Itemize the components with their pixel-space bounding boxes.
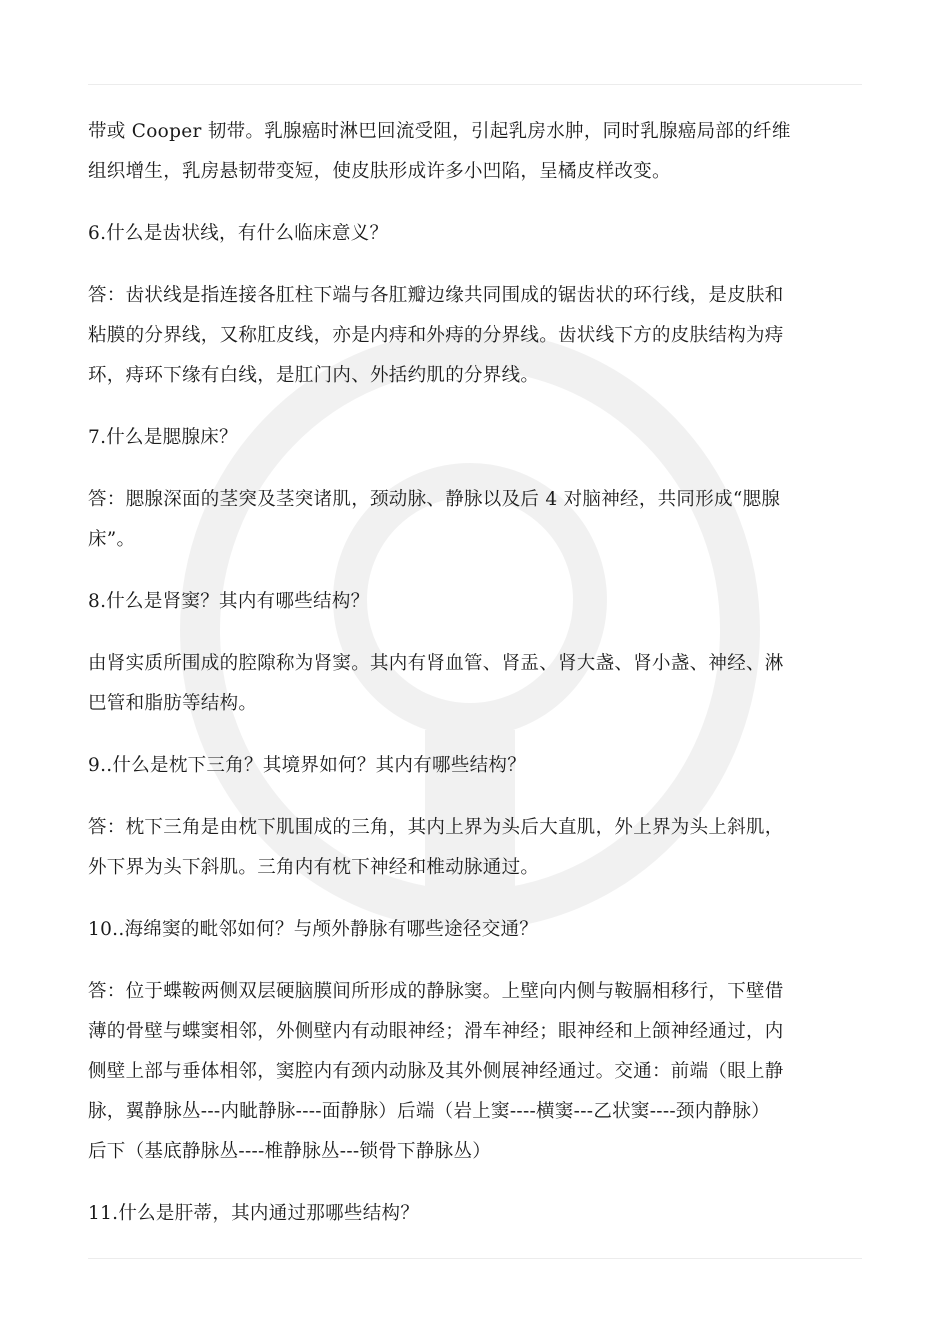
question-9: 9..什么是枕下三角？其境界如何？其内有哪些结构？ (88, 755, 527, 776)
answer-7 (88, 480, 868, 560)
paragraph-cooper-ligament (88, 112, 868, 192)
answer-8 (88, 644, 868, 724)
text-line: 外下界为头下斜肌。三角内有枕下神经和椎动脉通过。 (88, 857, 540, 878)
question-7: 7.什么是腮腺床？ (88, 427, 238, 448)
text-line: 薄的骨壁与蝶窦相邻，外侧壁内有动眼神经；滑车神经；眼神经和上颌神经通过，内 (88, 1021, 784, 1042)
question-8: 8.什么是肾窦？其内有哪些结构？ (88, 591, 370, 612)
header-divider (88, 84, 862, 85)
answer-9 (88, 808, 868, 888)
question-11: 11.什么是肝蒂，其内通过那哪些结构？ (88, 1203, 420, 1224)
document-body (88, 112, 868, 1256)
text-line: 床”。 (88, 529, 136, 550)
text-line: 由肾实质所围成的腔隙称为肾窦。其内有肾血管、肾盂、肾大盏、肾小盏、神经、淋 (88, 653, 784, 674)
text-line: 带或 Cooper 韧带。乳腺癌时淋巴回流受阻，引起乳房水肿，同时乳腺癌局部的纤维 (88, 121, 791, 142)
question-10: 10..海绵窦的毗邻如何？与颅外静脉有哪些途径交通？ (88, 919, 539, 940)
text-line: 答：腮腺深面的茎突及茎突诸肌，颈动脉、静脉以及后 4 对脑神经，共同形成“腮腺 (88, 489, 781, 510)
text-line: 脉，翼静脉丛---内眦静脉----面静脉）后端（岩上窦----横窦---乙状窦----颈内静脉） (88, 1101, 770, 1122)
text-line: 巴管和脂肪等结构。 (88, 693, 258, 714)
answer-6 (88, 276, 868, 396)
text-line: 组织增生，乳房悬韧带变短，使皮肤形成许多小凹陷，呈橘皮样改变。 (88, 161, 671, 182)
footer-divider (88, 1258, 862, 1259)
text-line: 答：位于蝶鞍两侧双层硬脑膜间所形成的静脉窦。上壁向内侧与鞍膈相移行，下壁借 (88, 981, 784, 1002)
text-line: 后下（基底静脉丛----椎静脉丛---锁骨下静脉丛） (88, 1141, 492, 1162)
text-line: 环，痔环下缘有白线，是肛门内、外括约肌的分界线。 (88, 365, 540, 386)
text-line: 答：齿状线是指连接各肛柱下端与各肛瓣边缘共同围成的锯齿状的环行线，是皮肤和 (88, 285, 784, 306)
question-6: 6.什么是齿状线，有什么临床意义？ (88, 223, 389, 244)
text-line: 答：枕下三角是由枕下肌围成的三角，其内上界为头后大直肌，外上界为头上斜肌， (88, 817, 784, 838)
answer-10 (88, 972, 868, 1172)
text-line: 侧壁上部与垂体相邻，窦腔内有颈内动脉及其外侧展神经通过。交通：前端（眼上静 (88, 1061, 784, 1082)
text-line: 粘膜的分界线，又称肛皮线，亦是内痔和外痔的分界线。齿状线下方的皮肤结构为痔 (88, 325, 784, 346)
